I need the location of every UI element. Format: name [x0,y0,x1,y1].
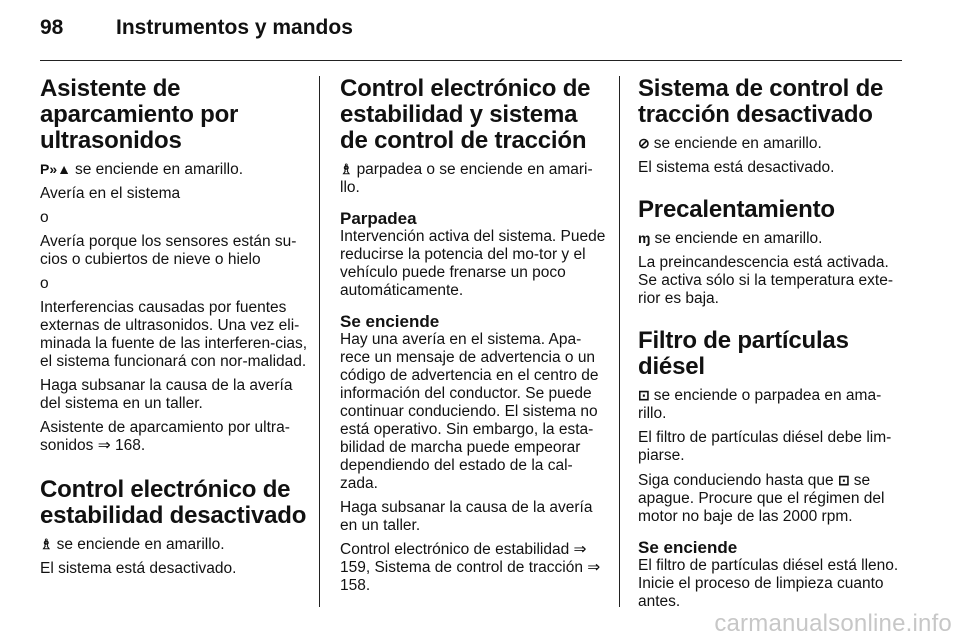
column-divider [619,76,620,607]
parking-assist-icon: P»▲ [40,161,71,177]
column-divider [319,76,320,607]
paragraph: Haga subsanar la causa de la avería en un taller. [340,499,593,534]
section-title: Control electrónico de estabilidad y sistema de control de tracción [340,75,591,154]
page-number: 98 [40,16,64,39]
watermark: carmanualsonline.info [714,610,952,637]
section-title: Filtro de partículas diésel [638,327,849,380]
paragraph: ⊡ se enciende o parpadea en ama-rillo. [638,387,882,422]
esc-off-icon: ♗ [40,536,53,552]
paragraph: ɱ se enciende en amarillo. [638,230,823,247]
paragraph: Siga conduciendo hasta que ⊡ se apague. Procure que el régimen del motor no baje de las 2000 rpm. [638,472,885,525]
paragraph: Avería en el sistema [40,185,181,202]
glow-plug-icon: ɱ [638,230,651,246]
section-title: Control electrónico de estabilidad desactivado [40,476,307,529]
section-title: Precalentamiento [638,196,835,223]
header-title: Instrumentos y mandos [116,16,353,39]
paragraph: El filtro de partículas diésel debe lim-piarse. [638,429,892,464]
column-2 [340,76,610,595]
column-1 [40,76,310,578]
subheading: Se enciende [638,538,738,557]
cross-reference: Control electrónico de estabilidad ⇒ 159, Sistema de control de tracción ⇒ 158. [340,541,601,594]
paragraph: o [40,275,49,292]
paragraph: o [40,209,49,226]
paragraph: Avería porque los sensores están su-cios o cubiertos de nieve o hielo [40,233,297,268]
paragraph: El sistema está desactivado. [40,560,237,577]
subheading: Parpadea [340,209,417,228]
esc-icon: ♗ [340,161,353,177]
diesel-filter-icon: ⊡ [837,472,850,488]
section-title: Asistente de aparcamiento por ultrasonidos [40,75,239,154]
section-title: Sistema de control de tracción desactivado [638,75,884,128]
paragraph: La preincandescencia está activada. Se activa sólo si la temperatura exte-rior es baja. [638,254,894,307]
paragraph: Haga subsanar la causa de la avería del sistema en un taller. [40,377,293,412]
cross-reference: Asistente de aparcamiento por ultra-sonidos ⇒ 168. [40,419,290,454]
diesel-filter-icon: ⊡ [638,387,650,403]
paragraph: Intervención activa del sistema. Puede reducirse la potencia del mo-tor y el vehículo puede frenarse un poco automáticamente. [340,228,606,299]
paragraph: El filtro de partículas diésel está lleno. Inicie el proceso de limpieza cuanto antes. [638,557,899,610]
page-header [0,0,960,62]
paragraph: Hay una avería en el sistema. Apa-rece un mensaje de advertencia o un código de advertencia en el centro de información del conductor. Se puede continuar conduciendo. El sistema no está operativo. Sin embargo, la esta-bilidad de marcha puede empeorar dependiendo del estado de la cal-zada. [340,331,599,492]
paragraph: ♗ parpadea o se enciende en amari-llo. [340,161,593,196]
paragraph: Interferencias causadas por fuentes externas de ultrasonidos. Una vez eli-minada la fuente de las interferen-cias, el sistema funcionará con nor-malidad. [40,299,308,370]
subheading: Se enciende [340,312,440,331]
paragraph: El sistema está desactivado. [638,159,835,176]
paragraph: ⊘ se enciende en amarillo. [638,135,822,152]
header-rule [40,60,902,61]
column-3 [638,76,906,611]
paragraph: P»▲ se enciende en amarillo. [40,161,244,178]
paragraph: ♗ se enciende en amarillo. [40,536,225,553]
traction-off-icon: ⊘ [638,135,650,151]
